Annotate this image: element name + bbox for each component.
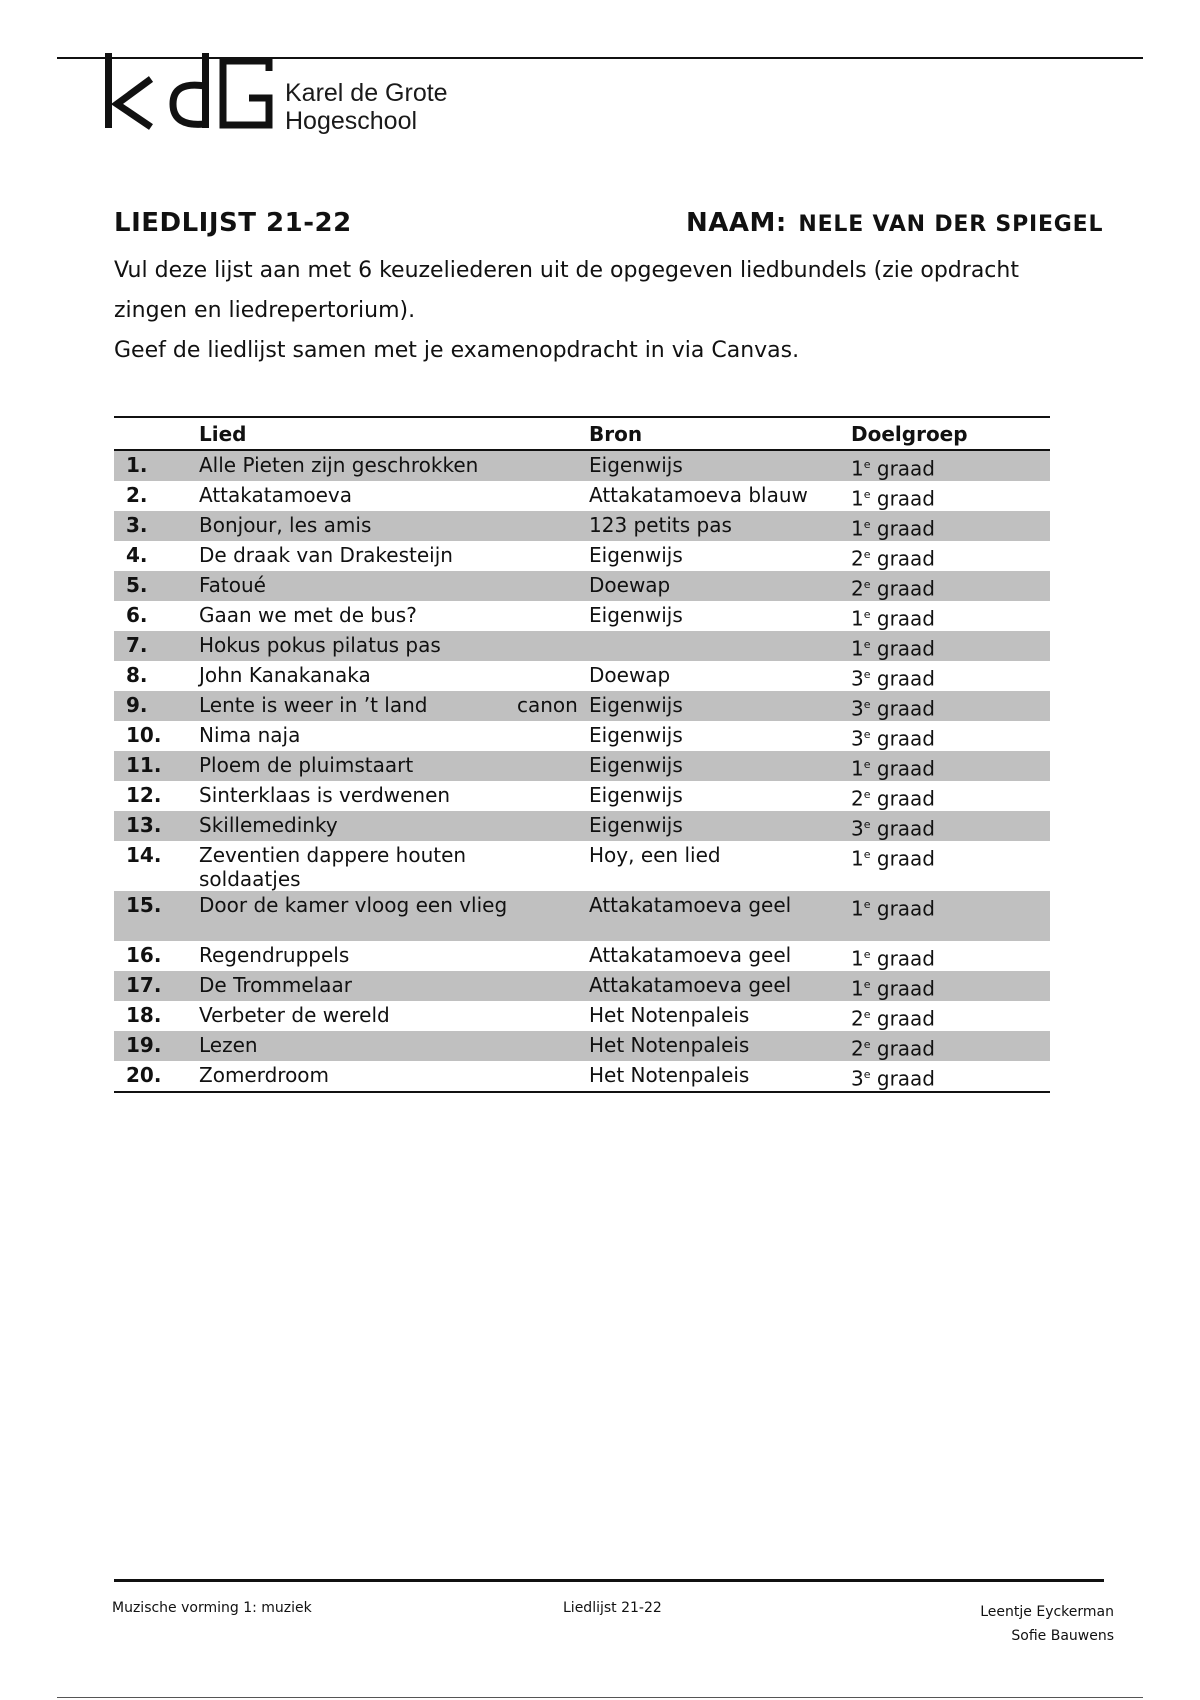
footer-authors (980, 1600, 1114, 1648)
grade-number: 2 (851, 1006, 864, 1031)
table-row (114, 601, 1050, 631)
row-number: 7. (114, 631, 199, 661)
row-note (517, 511, 589, 541)
grade-ordinal: e (863, 548, 871, 561)
grade-word: graad (876, 636, 935, 661)
grade-number: 1 (851, 606, 864, 631)
row-source: Doewap (589, 571, 851, 601)
grade-word: graad (876, 576, 935, 601)
footer-document-title: Liedlijst 21-22 (563, 1600, 662, 1616)
table-row (114, 941, 1050, 971)
table-row (114, 1061, 1050, 1092)
row-note (517, 721, 589, 751)
row-song: Regendruppels (199, 943, 350, 967)
grade-number: 3 (851, 816, 864, 841)
row-target-group (851, 1061, 1050, 1092)
table-row (114, 631, 1050, 661)
kdg-logo-mark (103, 51, 273, 131)
table-row (114, 1001, 1050, 1031)
row-source: Attakatamoeva geel (589, 891, 851, 941)
grade-ordinal: e (863, 788, 871, 801)
row-source: Eigenwijs (589, 450, 851, 481)
header-source: Bron (589, 417, 851, 450)
row-song: De Trommelaar (199, 971, 517, 1001)
table-row (114, 841, 1050, 891)
grade-word: graad (876, 756, 935, 781)
row-note (517, 811, 589, 841)
grade-number: 1 (851, 846, 864, 871)
row-source: Het Notenpaleis (589, 1003, 750, 1027)
name-block (686, 208, 1103, 238)
bottom-rule (57, 1697, 1143, 1698)
row-target-group (851, 631, 1050, 661)
grade-number: 2 (851, 786, 864, 811)
row-target-group (851, 841, 1050, 891)
row-target-group (851, 601, 1050, 631)
grade-word: graad (876, 666, 935, 691)
grade-number: 2 (851, 546, 864, 571)
grade-word: graad (876, 1006, 935, 1031)
grade-ordinal: e (863, 518, 871, 531)
grade-word: graad (876, 696, 935, 721)
row-number: 20. (126, 1063, 162, 1087)
grade-word: graad (876, 546, 935, 571)
row-target-group (851, 571, 1050, 601)
table-row (114, 811, 1050, 841)
grade-word: graad (876, 786, 935, 811)
grade-number: 2 (851, 576, 864, 601)
row-song: De draak van Drakesteijn (199, 543, 453, 567)
row-song: Alle Pieten zijn geschrokken (199, 450, 517, 481)
song-table (114, 416, 1050, 1093)
row-number: 15. (114, 891, 199, 941)
row-song: Door de kamer vloog een vlieg (199, 891, 517, 941)
grade-word: graad (876, 896, 935, 921)
row-note (517, 571, 589, 601)
grade-ordinal: e (863, 608, 871, 621)
row-song: Zomerdroom (199, 1063, 330, 1087)
row-song: Skillemedinky (199, 811, 517, 841)
instructions-line: zingen en liedrepertorium). (114, 298, 416, 323)
row-number: 5. (114, 571, 199, 601)
table-row (114, 511, 1050, 541)
table-row (114, 571, 1050, 601)
grade-word: graad (876, 1036, 935, 1061)
row-note (517, 1061, 589, 1092)
grade-ordinal: e (863, 758, 871, 771)
row-source: Het Notenpaleis (589, 1031, 851, 1061)
row-target-group (851, 450, 1050, 481)
row-target-group (851, 781, 1050, 811)
grade-word: graad (876, 456, 935, 481)
row-source: Eigenwijs (589, 543, 683, 567)
row-note (517, 661, 589, 691)
grade-ordinal: e (863, 1038, 871, 1051)
row-target-group (851, 971, 1050, 1001)
header-song: Lied (199, 417, 517, 450)
name-value: NELE VAN DER SPIEGEL (798, 212, 1104, 237)
grade-number: 3 (851, 726, 864, 751)
row-note (517, 1031, 589, 1061)
grade-number: 3 (851, 666, 864, 691)
grade-number: 1 (851, 486, 864, 511)
row-target-group (851, 891, 1050, 941)
logo-text-line1: Karel de Grote (285, 79, 448, 107)
row-number: 6. (126, 603, 148, 627)
grade-word: graad (876, 606, 935, 631)
row-note (517, 601, 589, 631)
row-target-group (851, 541, 1050, 571)
row-note (517, 941, 589, 971)
row-note (517, 450, 589, 481)
table-row (114, 541, 1050, 571)
grade-number: 1 (851, 896, 864, 921)
row-target-group (851, 941, 1050, 971)
logo-text (285, 79, 448, 135)
footer-course: Muzische vorming 1: muziek (112, 1600, 312, 1616)
table-row (114, 661, 1050, 691)
row-number: 14. (126, 843, 162, 867)
row-source: Attakatamoeva geel (589, 943, 792, 967)
row-number: 16. (126, 943, 162, 967)
row-song: Verbeter de wereld (199, 1003, 390, 1027)
row-number: 4. (126, 543, 148, 567)
row-source: 123 petits pas (589, 511, 851, 541)
header-note (517, 417, 589, 450)
grade-ordinal: e (863, 1008, 871, 1021)
grade-ordinal: e (863, 698, 871, 711)
row-note (517, 541, 589, 571)
row-source (589, 631, 851, 661)
row-target-group (851, 1031, 1050, 1061)
row-song: Bonjour, les amis (199, 511, 517, 541)
row-target-group (851, 751, 1050, 781)
grade-word: graad (876, 816, 935, 841)
table-row (114, 1031, 1050, 1061)
row-number: 13. (114, 811, 199, 841)
row-song: Nima naja (199, 723, 301, 747)
grade-ordinal: e (863, 898, 871, 911)
row-target-group (851, 691, 1050, 721)
grade-number: 1 (851, 516, 864, 541)
row-note (517, 891, 589, 941)
row-note (517, 971, 589, 1001)
grade-number: 1 (851, 946, 864, 971)
row-note: canon (517, 691, 589, 721)
grade-ordinal: e (863, 578, 871, 591)
row-song: Hokus pokus pilatus pas (199, 631, 517, 661)
row-target-group (851, 811, 1050, 841)
row-source: Attakatamoeva geel (589, 971, 851, 1001)
row-source: Doewap (589, 663, 671, 687)
footer-rule (114, 1579, 1104, 1582)
row-source: Attakatamoeva blauw (589, 483, 808, 507)
row-source: Het Notenpaleis (589, 1063, 750, 1087)
row-source: Eigenwijs (589, 691, 851, 721)
row-source: Eigenwijs (589, 751, 851, 781)
table-row (114, 781, 1050, 811)
grade-ordinal: e (863, 488, 871, 501)
page-title: LIEDLIJST 21-22 (114, 208, 352, 238)
instructions-line: Geef de liedlijst samen met je examenopdracht in via Canvas. (114, 338, 800, 363)
row-number: 8. (126, 663, 148, 687)
instructions-line: Vul deze lijst aan met 6 keuzeliederen uit de opgegeven liedbundels (zie opdracht (114, 258, 1019, 283)
grade-ordinal: e (863, 818, 871, 831)
grade-ordinal: e (863, 848, 871, 861)
grade-word: graad (876, 976, 935, 1001)
header-number (114, 417, 199, 450)
row-song: Zeventien dappere houten soldaatjes (199, 843, 467, 891)
row-note (517, 751, 589, 781)
grade-ordinal: e (863, 638, 871, 651)
row-number: 19. (114, 1031, 199, 1061)
logo-text-line2: Hogeschool (285, 107, 418, 135)
table-row (114, 481, 1050, 511)
grade-number: 1 (851, 756, 864, 781)
row-target-group (851, 661, 1050, 691)
row-song: Fatoué (199, 571, 517, 601)
grade-ordinal: e (863, 1068, 871, 1081)
row-song: Gaan we met de bus? (199, 603, 417, 627)
row-song: John Kanakanaka (199, 663, 371, 687)
table-row (114, 691, 1050, 721)
row-song: Sinterklaas is verdwenen (199, 783, 451, 807)
row-number: 9. (114, 691, 199, 721)
row-source: Eigenwijs (589, 723, 683, 747)
row-song: Attakatamoeva (199, 483, 352, 507)
table-row (114, 891, 1050, 941)
row-target-group (851, 511, 1050, 541)
row-number: 10. (126, 723, 162, 747)
grade-word: graad (876, 1066, 935, 1091)
name-label: NAAM: (686, 208, 787, 238)
grade-ordinal: e (863, 978, 871, 991)
grade-number: 3 (851, 1066, 864, 1091)
row-song: Lezen (199, 1031, 517, 1061)
row-note (517, 781, 589, 811)
table-row (114, 751, 1050, 781)
grade-word: graad (876, 516, 935, 541)
row-number: 18. (126, 1003, 162, 1027)
table-row (114, 450, 1050, 481)
table-row (114, 721, 1050, 751)
grade-number: 3 (851, 696, 864, 721)
grade-word: graad (876, 486, 935, 511)
row-note (517, 481, 589, 511)
grade-ordinal: e (863, 668, 871, 681)
row-source: Hoy, een lied (589, 843, 721, 867)
row-source: Eigenwijs (589, 783, 683, 807)
grade-number: 1 (851, 456, 864, 481)
song-rows (114, 450, 1050, 1092)
grade-ordinal: e (863, 728, 871, 741)
row-number: 2. (126, 483, 148, 507)
row-number: 1. (114, 450, 199, 481)
grade-number: 1 (851, 636, 864, 661)
row-note (517, 1001, 589, 1031)
row-note (517, 841, 589, 891)
row-note (517, 631, 589, 661)
instructions (114, 251, 1074, 371)
row-number: 17. (114, 971, 199, 1001)
row-target-group (851, 721, 1050, 751)
grade-word: graad (876, 946, 935, 971)
grade-ordinal: e (863, 458, 871, 471)
row-target-group (851, 1001, 1050, 1031)
row-song: Lente is weer in ’t land (199, 691, 517, 721)
header-target-group: Doelgroep (851, 417, 1050, 450)
row-number: 12. (126, 783, 162, 807)
table-row (114, 971, 1050, 1001)
grade-number: 2 (851, 1036, 864, 1061)
row-number: 3. (114, 511, 199, 541)
table-header-row (114, 417, 1050, 450)
grade-ordinal: e (863, 948, 871, 961)
row-source: Eigenwijs (589, 603, 683, 627)
row-source: Eigenwijs (589, 811, 851, 841)
grade-number: 1 (851, 976, 864, 1001)
row-target-group (851, 481, 1050, 511)
grade-word: graad (876, 846, 935, 871)
row-number: 11. (114, 751, 199, 781)
grade-word: graad (876, 726, 935, 751)
kdg-logo (103, 51, 448, 135)
footer-author: Sofie Bauwens (1011, 1628, 1114, 1644)
row-song: Ploem de pluimstaart (199, 751, 517, 781)
footer-author: Leentje Eyckerman (980, 1604, 1114, 1620)
